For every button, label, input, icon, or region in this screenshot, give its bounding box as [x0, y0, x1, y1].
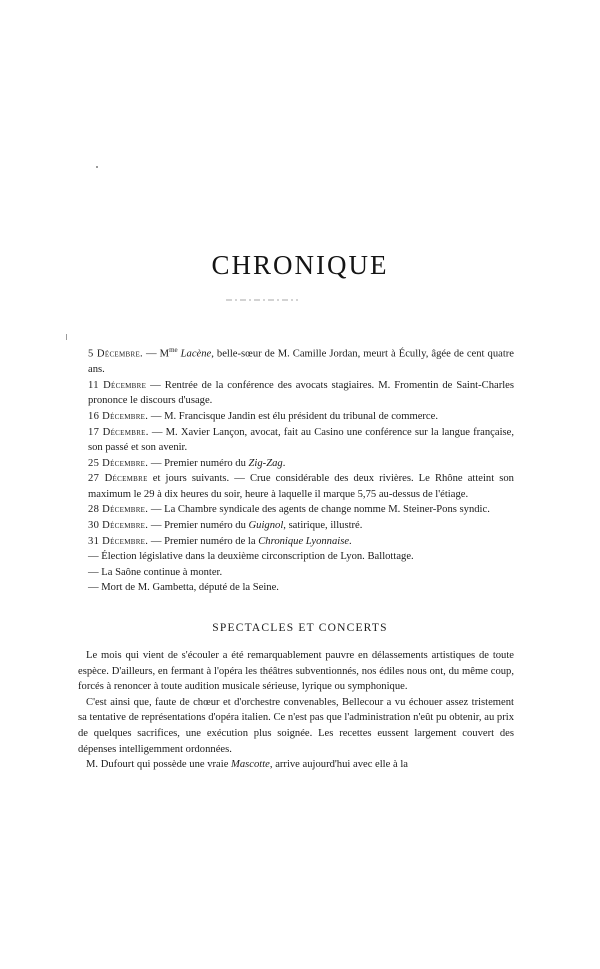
- entry-italic: Zig-Zag: [248, 457, 283, 469]
- entry-date: 31 Décembre.: [88, 535, 149, 547]
- chronique-entry: [88, 409, 514, 425]
- title-ornament: [226, 298, 298, 302]
- superscript: me: [169, 346, 178, 354]
- chronique-dash-item: — Élection législative dans la deuxième circonscription de Lyon. Ballottage.: [88, 551, 414, 563]
- entry-date: 11 Décembre: [88, 379, 147, 391]
- paragraph: Le mois qui vient de s'écouler a été remarquablement pauvre en délassements artistiques de toute espèce. D'ailleurs, en fermant à l'opéra les théâtres subventionnés, nos édiles nous ont, du même coup, forcés à renoncer à toute audition musicale sérieuse, lyrique ou symphonique.: [78, 650, 514, 693]
- entry-text: .: [282, 457, 286, 469]
- chronique-entry: [88, 502, 514, 518]
- entry-text: — La Chambre syndicale des agents de change nomme M. Steiner-Pons syndic.: [148, 504, 490, 516]
- scan-speck: [96, 166, 98, 168]
- spectacles-text: [78, 648, 514, 773]
- entry-date: 17 Décembre.: [88, 426, 149, 438]
- entry-date: 30 Décembre.: [88, 520, 149, 532]
- entry-text: — Rentrée de la conférence des avocats stagiaires. M. Fromentin de Saint-Charles prononce le discours d'usage.: [88, 379, 514, 407]
- entry-italic: Guignol: [248, 520, 284, 532]
- chronique-entry: [88, 534, 514, 550]
- paragraph-text: , arrive aujourd'hui avec elle à la: [269, 759, 408, 771]
- entry-text: , belle-sœur de M. Camille Jordan, meurt à Écully, âgée de cent quatre ans.: [88, 348, 514, 376]
- section-heading: SPECTACLES ET CONCERTS: [212, 622, 388, 634]
- entry-text: , satirique, illustré.: [283, 520, 363, 532]
- chronique-list: [88, 343, 514, 596]
- entry-date: 25 Décembre.: [88, 457, 149, 469]
- entry-text: et jours suivants. — Crue considérable des deux rivières. Le Rhône atteint son maximum le 29 à dix heures du soir, heure à laquelle il marque 5,75 au-dessus de l'étiage.: [88, 473, 514, 500]
- chronique-entry: [88, 425, 514, 456]
- paragraph: C'est ainsi que, faute de chœur et d'orchestre convenables, Bellecour a vu échouer assez tristement sa tentative de représentations d'opéra italien. Ce n'est pas que l'administration n'eût pu obtenir, au prix de quelques sacrifices, une exécution plus soignée. Les recettes eussent largement couvert des dépenses intelligemment ordonnées.: [78, 696, 514, 755]
- chronique-entry: [88, 378, 514, 409]
- entry-italic: Chronique Lyonnaise: [258, 535, 350, 547]
- chronique-entry: [88, 518, 514, 534]
- scan-speck: [66, 334, 67, 340]
- entry-date: 28 Décembre.: [88, 504, 149, 516]
- entry-text: — M. Xavier Lançon, avocat, fait au Casino une conférence sur la langue française, son passé et son avenir.: [88, 426, 514, 454]
- paragraph-italic: Mascotte: [231, 759, 270, 771]
- entry-date: 16 Décembre.: [88, 410, 149, 422]
- paragraph: [78, 757, 514, 773]
- entry-text: — Premier numéro du: [148, 457, 249, 469]
- page-title: CHRONIQUE: [211, 250, 389, 280]
- entry-text: — M: [142, 348, 170, 360]
- entry-name: Lacène: [177, 348, 212, 360]
- chronique-dash-item: — La Saône continue à monter.: [88, 566, 223, 578]
- chronique-dash-item: — Mort de M. Gambetta, député de la Seine.: [88, 582, 279, 594]
- chronique-entry: [88, 471, 514, 502]
- entry-text: — M. Francisque Jandin est élu président du tribunal de commerce.: [148, 410, 438, 422]
- paragraph-text: M. Dufourt qui possède une vraie: [86, 759, 232, 771]
- entry-text: — Premier numéro de la: [148, 535, 259, 547]
- entry-date: 27 Décembre: [88, 473, 148, 485]
- entry-text: — Premier numéro du: [148, 520, 249, 532]
- entry-text: .: [349, 535, 352, 547]
- chronique-entry: [88, 456, 514, 472]
- entry-date: 5 Décembre.: [88, 348, 143, 360]
- chronique-entry: [88, 343, 514, 378]
